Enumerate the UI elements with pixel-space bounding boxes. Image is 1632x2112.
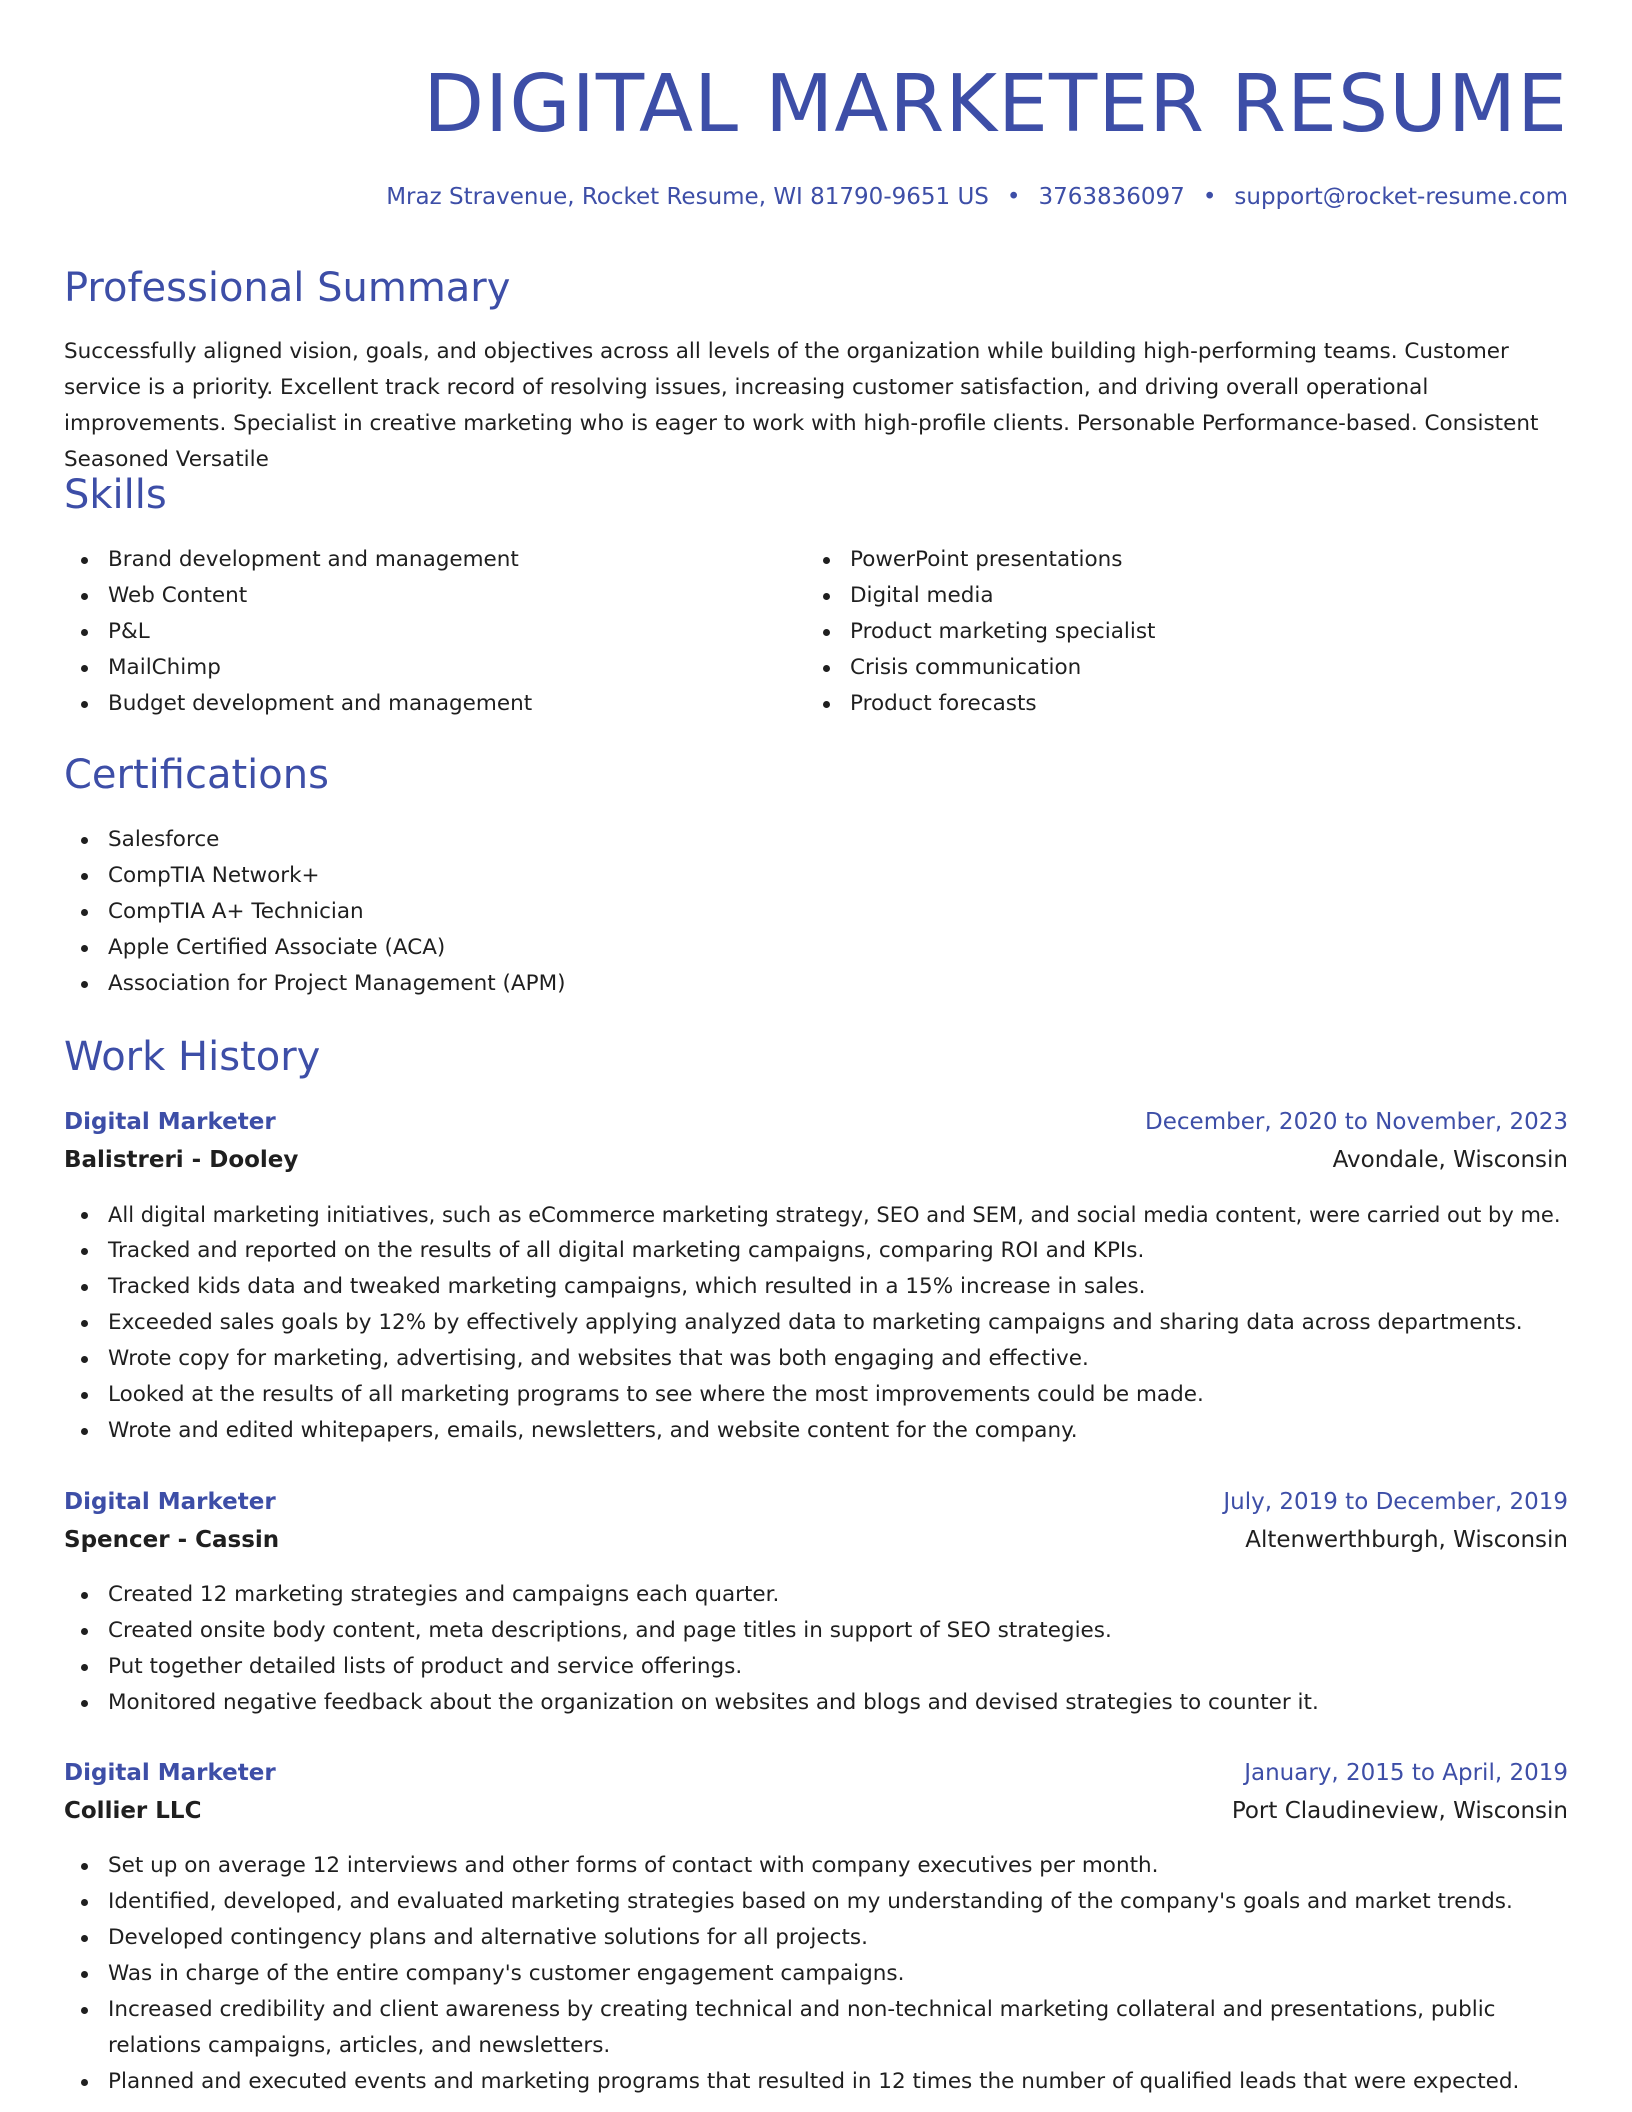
contact-phone[interactable]: 3763836097 <box>1038 184 1185 210</box>
job-bullets <box>64 1848 1568 2100</box>
skill-item: Web Content <box>64 578 764 614</box>
job-bullet: Tracked and reported on the results of all digital marketing campaigns, comparing ROI and KPIs. <box>64 1233 1568 1269</box>
certification-item: Association for Project Management (APM) <box>64 966 1064 1002</box>
section-heading-skills: Skills <box>64 472 167 518</box>
certification-item: CompTIA A+ Technician <box>64 894 1064 930</box>
skill-item: Digital media <box>806 578 1506 614</box>
contact-address: Mraz Stravenue, Rocket Resume, WI 81790-9651 US <box>386 184 989 210</box>
job-company-row <box>64 1522 1568 1558</box>
job-bullet: Increased credibility and client awareness by creating technical and non-technical marketing collateral and presentations, public relations campaigns, articles, and newsletters. <box>64 1992 1548 2064</box>
job-bullets <box>64 1577 1568 1721</box>
job-dates: December, 2020 to November, 2023 <box>1145 1109 1568 1135</box>
job-company: Collier LLC <box>64 1798 202 1824</box>
job-title-row <box>64 1755 1568 1791</box>
job-bullet: Developed contingency plans and alternative solutions for all projects. <box>64 1920 1568 1956</box>
summary-text: Successfully aligned vision, goals, and objectives across all levels of the organization while building high-performing teams. Customer service is a priority. Excellent track record of resolving issues, increasing customer satisfaction, and driving overall operational improvements. Specialist in creative marketing who is eager to work with high-profile clients. Personable Performance-based. Consistent Seasoned Versatile <box>64 339 1539 472</box>
job-title-row <box>64 1484 1568 1520</box>
job-bullet: Was in charge of the entire company's customer engagement campaigns. <box>64 1956 1568 1992</box>
job-title: Digital Marketer <box>64 1760 276 1786</box>
skills-list-right <box>806 542 1506 722</box>
skill-item: Budget development and management <box>64 686 764 722</box>
job-bullet: Created onsite body content, meta descriptions, and page titles in support of SEO strategies. <box>64 1613 1568 1649</box>
skill-item: P&L <box>64 614 764 650</box>
contact-separator: • <box>1006 184 1021 210</box>
job-title: Digital Marketer <box>64 1489 276 1515</box>
certification-item: Apple Certified Associate (ACA) <box>64 930 1064 966</box>
job-bullet: Set up on average 12 interviews and other forms of contact with company executives per month. <box>64 1848 1568 1884</box>
section-heading-work-history: Work History <box>64 1034 321 1080</box>
job-bullet: Created 12 marketing strategies and campaigns each quarter. <box>64 1577 1568 1613</box>
certifications-list <box>64 822 1064 1002</box>
skill-item: MailChimp <box>64 650 764 686</box>
job-location: Altenwerthburgh, Wisconsin <box>1245 1527 1568 1553</box>
job-bullet: Put together detailed lists of product and service offerings. <box>64 1649 1568 1685</box>
job-title-row <box>64 1104 1568 1140</box>
contact-email[interactable]: support@rocket-resume.com <box>1234 184 1568 210</box>
job-bullet: Wrote copy for marketing, advertising, and websites that was both engaging and effective. <box>64 1341 1568 1377</box>
job-company: Spencer - Cassin <box>64 1527 280 1553</box>
resume-title: DIGITAL MARKETER RESUME <box>423 58 1568 150</box>
job-location: Port Claudineview, Wisconsin <box>1231 1798 1568 1824</box>
job-company-row <box>64 1142 1568 1178</box>
contact-line <box>386 181 1568 213</box>
job-bullet: Wrote and edited whitepapers, emails, newsletters, and website content for the company. <box>64 1413 1568 1449</box>
certification-item: Salesforce <box>64 822 1064 858</box>
job-company: Balistreri - Dooley <box>64 1147 299 1173</box>
skill-item: Brand development and management <box>64 542 764 578</box>
job-bullet: Tracked kids data and tweaked marketing campaigns, which resulted in a 15% increase in sales. <box>64 1269 1568 1305</box>
job-dates: January, 2015 to April, 2019 <box>1244 1760 1568 1786</box>
job-bullet: Identified, developed, and evaluated marketing strategies based on my understanding of the company's goals and market trends. <box>64 1884 1568 1920</box>
contact-separator: • <box>1202 184 1217 210</box>
job-location: Avondale, Wisconsin <box>1332 1147 1568 1173</box>
job-bullet: Looked at the results of all marketing programs to see where the most improvements could be made. <box>64 1377 1568 1413</box>
job-bullet: Planned and executed events and marketing programs that resulted in 12 times the number of qualified leads that were expected. <box>64 2064 1568 2100</box>
section-heading-certifications: Certifications <box>64 752 329 798</box>
job-dates: July, 2019 to December, 2019 <box>1223 1489 1568 1515</box>
skill-item: Product marketing specialist <box>806 614 1506 650</box>
skills-list-left <box>64 542 764 722</box>
job-bullets <box>64 1197 1568 1449</box>
section-heading-summary: Professional Summary <box>64 265 511 311</box>
certification-item: CompTIA Network+ <box>64 858 1064 894</box>
skill-item: PowerPoint presentations <box>806 542 1506 578</box>
skill-item: Crisis communication <box>806 650 1506 686</box>
job-bullet: Exceeded sales goals by 12% by effectively applying analyzed data to marketing campaigns and sharing data across departments. <box>64 1305 1568 1341</box>
job-bullet: All digital marketing initiatives, such as eCommerce marketing strategy, SEO and SEM, and social media content, were carried out by me. <box>64 1197 1568 1233</box>
job-title: Digital Marketer <box>64 1109 276 1135</box>
job-bullet: Monitored negative feedback about the organization on websites and blogs and devised strategies to counter it. <box>64 1685 1568 1721</box>
skill-item: Product forecasts <box>806 686 1506 722</box>
job-company-row <box>64 1793 1568 1829</box>
